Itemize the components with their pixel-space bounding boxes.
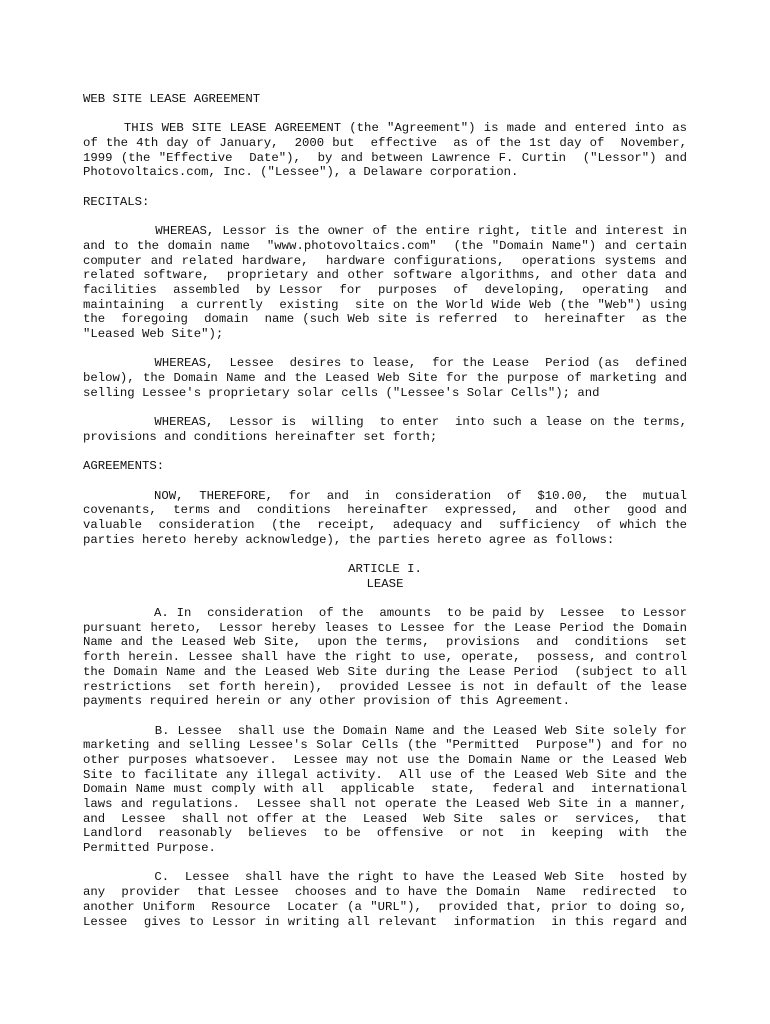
paragraph-line: and to the domain name "www.photovoltaics.com" (the "Domain Name") and certain [83,238,687,253]
paragraph-line: pursuant hereto, Lessor hereby leases to Lessee for the Lease Period the Domain [83,620,687,635]
paragraph-line: restrictions set forth herein), provided Lessee is not in default of the lease [83,679,687,694]
paragraph-line: "Leased Web Site"); [83,327,224,341]
spacer [83,107,687,122]
spacer [83,210,687,225]
spacer [83,445,687,460]
paragraph-line: below), the Domain Name and the Leased Web Site for the purpose of marketing and [83,371,687,386]
spacer [83,342,687,357]
paragraph-line: B. Lessee shall use the Domain Name and the Leased Web Site solely for [83,723,687,738]
spacer [83,180,687,195]
paragraph-line: payments required herein or any other provision of this Agreement. [83,694,571,709]
paragraph-line: related software, proprietary and other software algorithms, and other data and [83,268,687,283]
article-title: LEASE [366,576,404,591]
paragraph-line: the Domain Name and the Leased Web Site during the Lease Period (subject to all [83,664,687,679]
recital-paragraph [83,356,687,400]
paragraph-line: WHEREAS, Lessor is the owner of the entire right, title and interest in [83,224,687,239]
paragraph-line: Photovoltaics.com, Inc. ("Lessee"), a Delaware corporation. [83,165,519,180]
paragraph-line: Permitted Purpose. [83,841,216,856]
paragraph-line: Landlord reasonably believes to be offensive or not in keeping with the [83,826,687,841]
paragraph-line: THIS WEB SITE LEASE AGREEMENT (the "Agreement") is made and entered into as [83,121,687,136]
spacer [83,856,687,871]
recitals-heading: RECITALS: [83,194,150,209]
paragraph-line: Name and the Leased Web Site, upon the terms, provisions and conditions set [83,635,687,650]
section-c-paragraph [83,870,687,929]
paragraph-line: of the 4th day of January, 2000 but effective as of the 1st day of November, [83,136,687,151]
paragraph-line: provisions and conditions hereinafter set forth; [83,429,438,444]
paragraph-line: facilities assembled by Lessor for purposes of developing, operating and [83,282,687,297]
section-a-paragraph [83,606,687,709]
document-title: WEB SITE LEASE AGREEMENT [83,92,261,106]
paragraph-line: and Lessee shall not offer at the Leased Web Site sales or services, that [83,811,687,826]
paragraph-line: laws and regulations. Lessee shall not operate the Leased Web Site in a manner, [83,797,687,811]
spacer [83,400,687,415]
paragraph-line: WHEREAS, Lessor is willing to enter into such a lease on the terms, [83,415,687,430]
document-page [83,92,687,929]
spacer [83,547,687,562]
spacer [83,591,687,606]
paragraph-line: NOW, THEREFORE, for and in consideration of $10.00, the mutual [83,488,687,503]
paragraph-line: forth herein. Lessee shall have the right to use, operate, possess, and control [83,650,687,665]
section-b-paragraph [83,724,687,856]
article-number: ARTICLE I. [348,562,422,576]
paragraph-line: selling Lessee's proprietary solar cells ("Lessee's Solar Cells"); and [83,385,600,400]
paragraph-line: maintaining a currently existing site on the World Wide Web (the "Web") using [83,297,687,312]
agreements-heading: AGREEMENTS: [83,459,165,474]
agreements-intro-paragraph [83,489,687,548]
paragraph-line: Lessee gives to Lessor in writing all relevant information in this regard and [83,914,687,929]
paragraph-line: 1999 (the "Effective Date"), by and between Lawrence F. Curtin ("Lessor") and [83,150,687,165]
paragraph-line: computer and related hardware, hardware configurations, operations systems and [83,253,687,268]
recital-paragraph [83,224,687,342]
paragraph-line: Site to facilitate any illegal activity. All use of the Leased Web Site and the [83,767,687,782]
paragraph-line: valuable consideration (the receipt, adequacy and sufficiency of which the [83,517,687,532]
paragraph-line: the foregoing domain name (such Web site is referred to hereinafter as the [83,312,687,327]
paragraph-line: any provider that Lessee chooses and to have the Domain Name redirected to [83,885,687,900]
paragraph-line: parties hereto hereby acknowledge), the parties hereto agree as follows: [83,532,615,547]
recital-paragraph [83,415,687,444]
paragraph-line: Domain Name must comply with all applicable state, federal and international [83,782,687,797]
paragraph-line: C. Lessee shall have the right to have the Leased Web Site hosted by [83,870,687,885]
paragraph-line: other purposes whatsoever. Lessee may not use the Domain Name or the Leased Web [83,752,687,767]
spacer [83,709,687,724]
paragraph-line: WHEREAS, Lessee desires to lease, for the Lease Period (as defined [83,356,687,371]
paragraph-line: marketing and selling Lessee's Solar Cells (the "Permitted Purpose") and for no [83,738,687,753]
intro-paragraph [83,121,687,180]
paragraph-line: A. In consideration of the amounts to be paid by Lessee to Lessor [83,606,687,621]
paragraph-line: covenants, terms and conditions hereinafter expressed, and other good and [83,503,687,518]
paragraph-line: another Uniform Resource Locater (a "URL"), provided that, prior to doing so, [83,899,687,914]
spacer [83,474,687,489]
